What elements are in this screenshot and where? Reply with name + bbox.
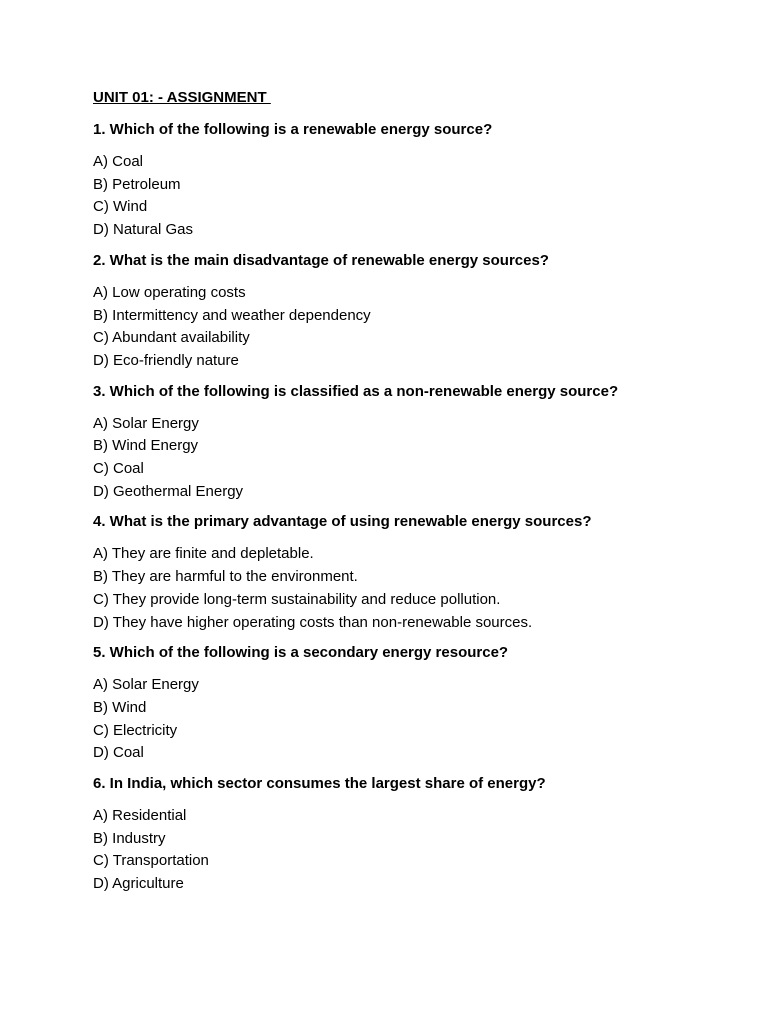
question-text: 1. Which of the following is a renewable energy source? (93, 121, 493, 138)
question-text: 2. What is the main disadvantage of renewable energy sources? (93, 251, 549, 269)
option-a: A) Coal (93, 153, 144, 170)
option-list (93, 282, 733, 373)
question-3 (93, 382, 733, 504)
option-list (93, 413, 733, 504)
question-6 (93, 774, 733, 896)
question-text: 3. Which of the following is classified as a non-renewable energy source? (93, 382, 619, 400)
option-d: D) Geothermal Energy (93, 482, 244, 500)
option-list (93, 543, 733, 634)
option-c: C) Coal (93, 460, 144, 478)
option-b: B) Intermittency and weather dependency (93, 306, 371, 324)
option-list (93, 805, 733, 896)
document-title: UNIT 01: - ASSIGNMENT (93, 89, 271, 106)
option-a: A) Low operating costs (93, 283, 246, 301)
document-body (93, 88, 733, 905)
option-b: B) Wind Energy (93, 437, 199, 455)
option-c: C) Abundant availability (93, 329, 250, 347)
option-b: B) They are harmful to the environment. (93, 568, 358, 586)
option-list (93, 151, 733, 242)
question-text: 4. What is the primary advantage of using renewable energy sources? (93, 513, 592, 531)
option-list (93, 674, 733, 765)
option-d: D) Agriculture (93, 875, 184, 893)
option-a: A) Solar Energy (93, 414, 199, 432)
option-d: D) Eco-friendly nature (93, 351, 239, 369)
option-d: D) They have higher operating costs than non-renewable sources. (93, 613, 533, 631)
option-c: C) They provide long-term sustainability and reduce pollution. (93, 590, 501, 608)
option-b: B) Industry (93, 829, 166, 847)
question-text: 5. Which of the following is a secondary energy resource? (93, 644, 509, 662)
option-c: C) Transportation (93, 852, 209, 870)
question-5 (93, 643, 733, 765)
option-a: A) Residential (93, 807, 187, 825)
option-a: A) They are finite and depletable. (93, 545, 314, 563)
option-d: D) Coal (93, 744, 144, 762)
option-b: B) Petroleum (93, 175, 181, 193)
option-d: D) Natural Gas (93, 221, 194, 239)
option-c: C) Wind (93, 198, 148, 216)
question-1 (93, 120, 733, 242)
option-a: A) Solar Energy (93, 676, 199, 694)
question-text: 6. In India, which sector consumes the largest share of energy? (93, 775, 546, 793)
question-2 (93, 251, 733, 373)
question-4 (93, 512, 733, 634)
option-c: C) Electricity (93, 721, 178, 739)
option-b: B) Wind (93, 698, 147, 716)
